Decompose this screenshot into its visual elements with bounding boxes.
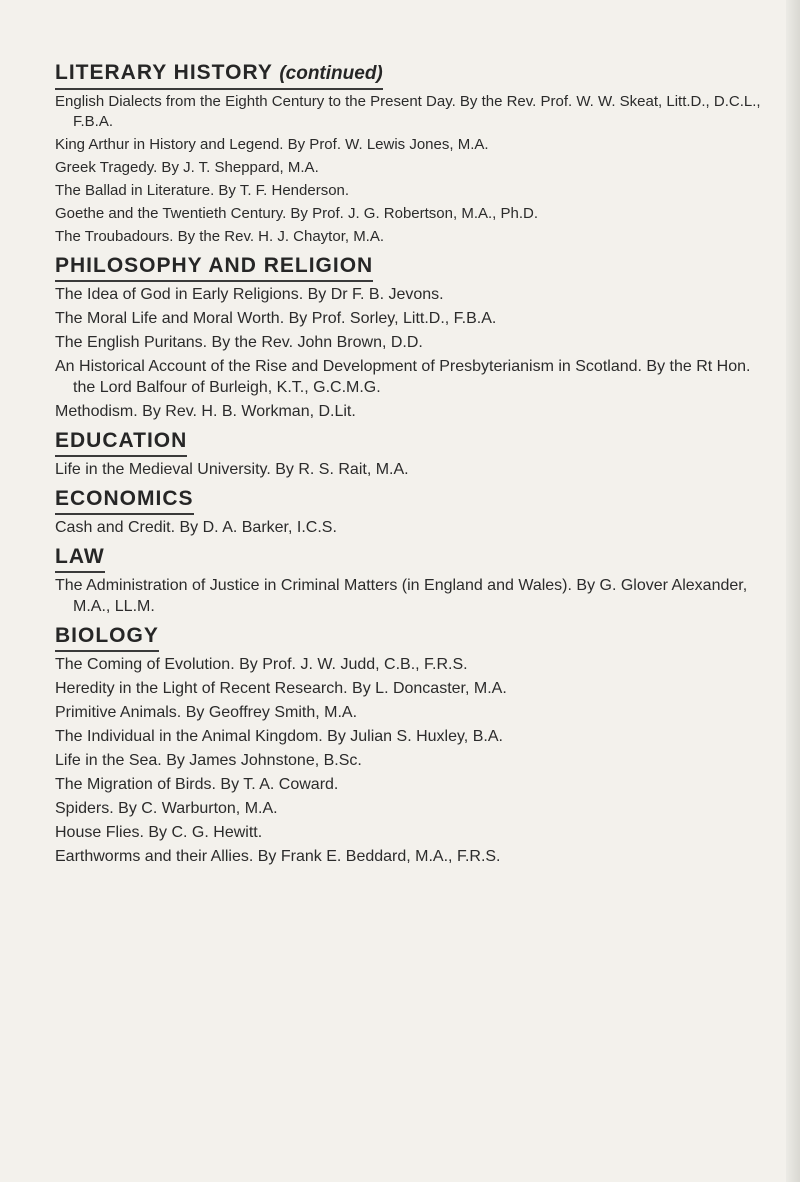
list-item: The Moral Life and Moral Worth. By Prof. Sorley, Litt.D., F.B.A. <box>55 310 497 327</box>
list-item: King Arthur in History and Legend. By Prof. W. Lewis Jones, M.A. <box>55 136 489 153</box>
list-item: The English Puritans. By the Rev. John Brown, D.D. <box>55 334 423 351</box>
entry-list <box>55 284 775 422</box>
list-item: Life in the Medieval University. By R. S. Rait, M.A. <box>55 461 409 478</box>
section-philosophy-and-religion <box>55 253 775 422</box>
list-item: English Dialects from the Eighth Century to the Present Day. By the Rev. Prof. W. W. Skeat, Litt.D., D.C.L., F.B.A. <box>55 93 761 130</box>
list-item: House Flies. By C. G. Hewitt. <box>55 824 263 841</box>
section-heading: PHILOSOPHY AND RELIGION <box>55 253 373 282</box>
catalogue-page <box>55 60 775 873</box>
entry-list <box>55 654 775 867</box>
list-item: Life in the Sea. By James Johnstone, B.Sc. <box>55 752 362 769</box>
section-heading: EDUCATION <box>55 428 187 457</box>
entry-list <box>55 459 775 480</box>
section-education <box>55 428 775 480</box>
list-item: The Individual in the Animal Kingdom. By Julian S. Huxley, B.A. <box>55 728 503 745</box>
list-item: Greek Tragedy. By J. T. Sheppard, M.A. <box>55 159 319 176</box>
list-item: Goethe and the Twentieth Century. By Prof. J. G. Robertson, M.A., Ph.D. <box>55 205 539 222</box>
section-heading: LAW <box>55 544 105 573</box>
list-item: The Idea of God in Early Religions. By Dr F. B. Jevons. <box>55 286 444 303</box>
list-item: Spiders. By C. Warburton, M.A. <box>55 800 278 817</box>
section-literary-history <box>55 60 775 247</box>
list-item: The Troubadours. By the Rev. H. J. Chaytor, M.A. <box>55 228 385 245</box>
section-heading: BIOLOGY <box>55 623 159 652</box>
section-title: LITERARY HISTORY <box>55 61 273 84</box>
list-item: The Administration of Justice in Criminal Matters (in England and Wales). By G. Glover Alexander, M.A., LL.M. <box>55 577 748 615</box>
entry-list <box>55 575 775 617</box>
page-edge <box>786 0 800 1182</box>
list-item: Heredity in the Light of Recent Research. By L. Doncaster, M.A. <box>55 680 507 697</box>
section-law <box>55 544 775 617</box>
list-item: Methodism. By Rev. H. B. Workman, D.Lit. <box>55 403 356 420</box>
continued-label: (continued) <box>279 63 383 84</box>
list-item: Earthworms and their Allies. By Frank E. Beddard, M.A., F.R.S. <box>55 848 501 865</box>
section-economics <box>55 486 775 538</box>
list-item: Primitive Animals. By Geoffrey Smith, M.A. <box>55 704 358 721</box>
list-item: The Coming of Evolution. By Prof. J. W. Judd, C.B., F.R.S. <box>55 656 468 673</box>
entry-list <box>55 92 775 247</box>
list-item: The Migration of Birds. By T. A. Coward. <box>55 776 339 793</box>
section-biology <box>55 623 775 867</box>
section-heading: ECONOMICS <box>55 486 194 515</box>
list-item: An Historical Account of the Rise and Development of Presbyterianism in Scotland. By the Rt Hon. the Lord Balfour of Burleigh, K.T., G.C.M.G. <box>55 358 751 396</box>
list-item: The Ballad in Literature. By T. F. Henderson. <box>55 182 350 199</box>
list-item: Cash and Credit. By D. A. Barker, I.C.S. <box>55 519 337 536</box>
section-heading <box>55 60 383 90</box>
entry-list <box>55 517 775 538</box>
